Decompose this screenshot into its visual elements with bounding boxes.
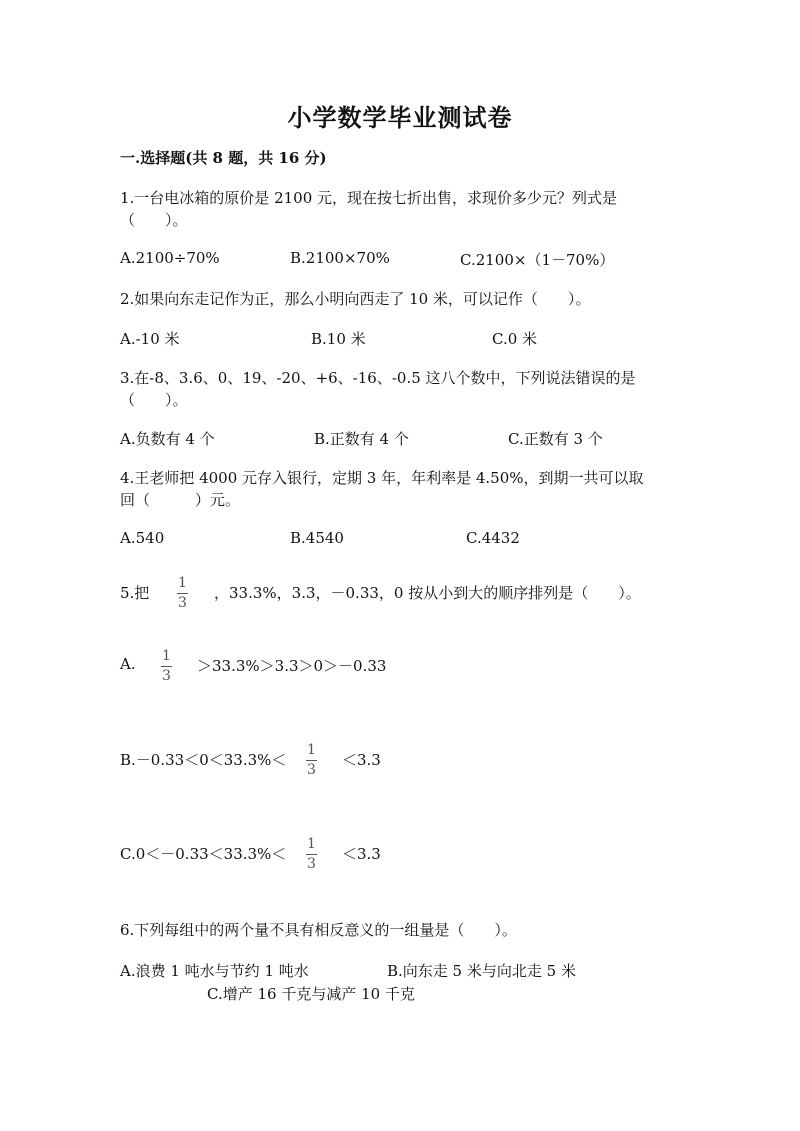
question-5-prefix: 5.把 bbox=[120, 584, 150, 602]
question-5-option-a-suffix: ＞33.3%＞3.3＞0＞－0.33 bbox=[197, 657, 387, 675]
question-4-text-cont: 回（ ）元。 bbox=[120, 491, 241, 509]
question-5-option-b-suffix: ＜3.3 bbox=[342, 751, 381, 769]
question-1-text: 1.一台电冰箱的原价是 2100 元，现在按七折出售，求现价多少元？列式是 bbox=[120, 189, 618, 207]
question-2-text: 2.如果向东走记作为正，那么小明向西走了 10 米，可以记作（ ）。 bbox=[120, 290, 591, 308]
question-4-option-c: C.4432 bbox=[466, 529, 520, 547]
section-heading: 一.选择题(共 8 题，共 16 分) bbox=[120, 149, 327, 167]
question-4-text: 4.王老师把 4000 元存入银行，定期 3 年，年利率是 4.50%，到期一共可以取 bbox=[120, 469, 644, 487]
fraction-denominator: 3 bbox=[162, 668, 171, 684]
question-5-option-c-suffix: ＜3.3 bbox=[342, 845, 381, 863]
page-title: 小学数学毕业测试卷 bbox=[287, 103, 513, 132]
question-5-option-a-fraction bbox=[161, 649, 172, 684]
question-5-fraction bbox=[177, 576, 188, 611]
question-5-option-c-fraction bbox=[306, 837, 317, 872]
fraction-bar bbox=[306, 760, 317, 761]
question-6-text: 6.下列每组中的两个量不具有相反意义的一组量是（ ）。 bbox=[120, 921, 517, 939]
question-5-option-c-prefix: C.0＜－0.33＜33.3%＜ bbox=[120, 845, 287, 863]
question-1-option-b: B.2100×70% bbox=[290, 249, 390, 267]
question-3-text-cont: （ ）。 bbox=[120, 391, 188, 409]
question-4-option-b: B.4540 bbox=[290, 529, 344, 547]
question-1-text-cont: （ ）。 bbox=[120, 211, 188, 229]
question-6-option-b: B.向东走 5 米与向北走 5 米 bbox=[387, 962, 576, 980]
fraction-numerator: 1 bbox=[178, 575, 187, 591]
question-2-option-b: B.10 米 bbox=[311, 330, 366, 348]
question-6-option-c: C.增产 16 千克与减产 10 千克 bbox=[207, 985, 415, 1003]
fraction-denominator: 3 bbox=[307, 762, 316, 778]
question-3-option-a: A.负数有 4 个 bbox=[120, 430, 215, 448]
fraction-denominator: 3 bbox=[178, 595, 187, 611]
question-5-suffix: ，33.3%，3.3，－0.33，0 按从小到大的顺序排列是（ ）。 bbox=[214, 584, 641, 602]
question-4-option-a: A.540 bbox=[120, 529, 165, 547]
question-3-text: 3.在-8、3.6、0、19、-20、+6、-16、-0.5 这八个数中，下列说法错误的是 bbox=[120, 369, 636, 387]
fraction-numerator: 1 bbox=[307, 836, 316, 852]
fraction-bar bbox=[161, 666, 172, 667]
question-5-option-b-prefix: B.－0.33＜0＜33.3%＜ bbox=[120, 751, 287, 769]
question-3-option-c: C.正数有 3 个 bbox=[508, 430, 603, 448]
question-2-option-a: A.-10 米 bbox=[120, 330, 180, 348]
question-5-option-a-prefix: A. bbox=[120, 655, 136, 673]
fraction-numerator: 1 bbox=[307, 742, 316, 758]
question-3-option-b: B.正数有 4 个 bbox=[314, 430, 409, 448]
question-5-option-b-fraction bbox=[306, 743, 317, 778]
question-1-option-a: A.2100÷70% bbox=[120, 249, 220, 267]
fraction-bar bbox=[177, 593, 188, 594]
fraction-numerator: 1 bbox=[162, 648, 171, 664]
fraction-denominator: 3 bbox=[307, 856, 316, 872]
question-1-option-c: C.2100×（1－70%） bbox=[460, 251, 615, 269]
question-6-option-a: A.浪费 1 吨水与节约 1 吨水 bbox=[120, 962, 309, 980]
question-2-option-c: C.0 米 bbox=[492, 330, 538, 348]
fraction-bar bbox=[306, 854, 317, 855]
